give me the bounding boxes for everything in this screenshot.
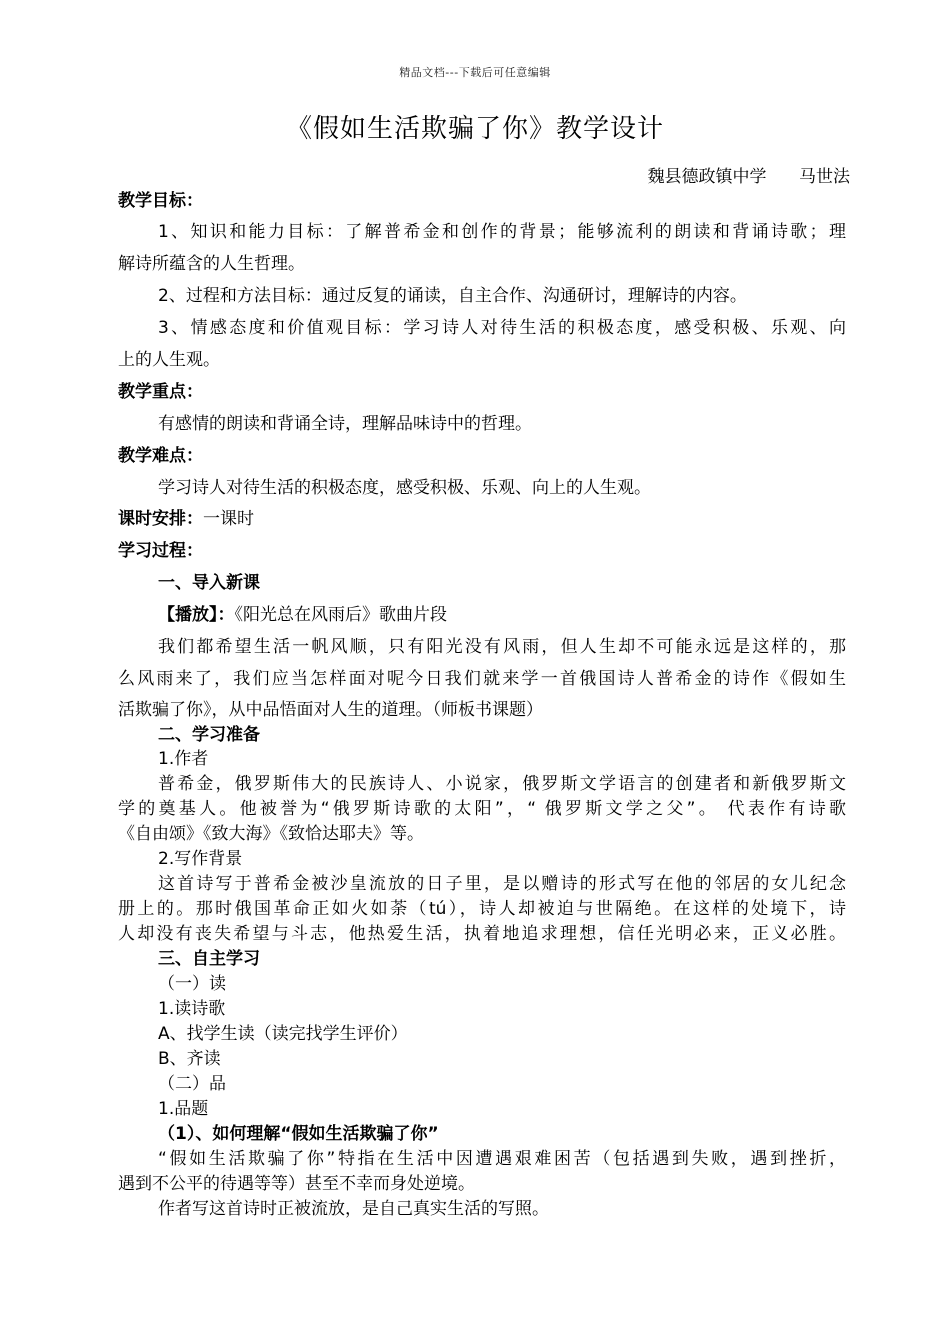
author-text-line-2: 学的奠基人。他被誉为“俄罗斯诗歌的太阳”，“ 俄罗斯文学之父”。 代表作有诗歌 [118,799,846,819]
header-note: 精品文档---下载后可任意编辑 [399,66,551,79]
section-1-title: 一、导入新课 [158,573,260,593]
answer-1-line-1: “假如生活欺骗了你”特指在生活中因遭遇艰难困苦（包括遇到失败，遇到挫折， [158,1149,846,1169]
goal-3-line-2: 上的人生观。 [118,350,220,370]
author-line: 魏县德政镇中学 马世法 [647,167,850,187]
background-line-2: 册上的。那时俄国革命正如火如荼（tú），诗人却被迫与世隔绝。在这样的处境下，诗 [118,899,846,919]
play-text: 《阳光总在风雨后》歌曲片段 [234,605,447,625]
author-text-line-3: 《自由颂》《致大海》《致恰达耶夫》等。 [118,824,424,844]
schedule-label: 课时安排： [118,509,203,529]
background-line-3: 人却没有丧失希望与斗志，他热爱生活，执着地追求理想，信任光明必来，正义必胜。 [118,924,846,944]
read-poem: 1.读诗歌 [158,999,226,1019]
schedule-line [118,508,846,530]
process-heading: 学习过程： [118,541,203,561]
question-1: （1）、如何理解“假如生活欺骗了你” [158,1124,439,1144]
taste-title: 1.品题 [158,1099,209,1119]
goals-heading: 教学目标： [118,191,203,211]
answer-2: 作者写这首诗时正被流放，是自己真实生活的写照。 [158,1199,549,1219]
intro-line-3: 活欺骗了你》，从中品悟面对人生的道理。（师板书课题） [118,700,543,720]
read-item-a: A、找学生读（读完找学生评价） [158,1024,408,1044]
author-subheading: 1.作者 [158,749,209,769]
difficulties-text: 学习诗人对待生活的积极态度，感受积极、乐观、向上的人生观。 [158,478,651,498]
taste-subheading: （二）品 [158,1074,226,1094]
goal-1-line-1: 1、知识和能力目标：了解普希金和创作的背景；能够流利的朗读和背诵诗歌；理 [158,222,846,242]
goal-2: 2、过程和方法目标：通过反复的诵读，自主合作、沟通研讨，理解诗的内容。 [158,286,747,306]
schedule-value: 一课时 [203,509,254,529]
goal-3-line-1: 3、情感态度和价值观目标：学习诗人对待生活的积极态度，感受积极、乐观、向 [158,318,846,338]
intro-line-2: 么风雨来了，我们应当怎样面对呢今日我们就来学一首俄国诗人普希金的诗作《假如生 [118,669,846,689]
answer-1-line-2: 遇到不公平的待遇等等）甚至不幸而身处逆境。 [118,1174,475,1194]
background-line-1: 这首诗写于普希金被沙皇流放的日子里，是以赠诗的形式写在他的邻居的女儿纪念 [158,874,846,894]
key-points-heading: 教学重点： [118,382,203,402]
author-text-line-1: 普希金，俄罗斯伟大的民族诗人、小说家，俄罗斯文学语言的创建者和新俄罗斯文 [158,774,846,794]
play-label: 【播放】： [158,605,235,625]
key-points-text: 有感情的朗读和背诵全诗，理解品味诗中的哲理。 [158,414,532,434]
section-3-title: 三、自主学习 [158,949,260,969]
goal-1-line-2: 解诗所蕴含的人生哲理。 [118,254,305,274]
read-subheading: （一）读 [158,974,226,994]
intro-line-1: 我们都希望生活一帆风顺，只有阳光没有风雨，但人生却不可能永远是这样的，那 [158,637,846,657]
read-item-b: B、齐读 [158,1049,221,1069]
page-title: 《假如生活欺骗了你》教学设计 [285,114,664,144]
play-line [158,604,846,626]
background-subheading: 2.写作背景 [158,849,243,869]
difficulties-heading: 教学难点： [118,446,203,466]
section-2-title: 二、学习准备 [158,725,260,745]
